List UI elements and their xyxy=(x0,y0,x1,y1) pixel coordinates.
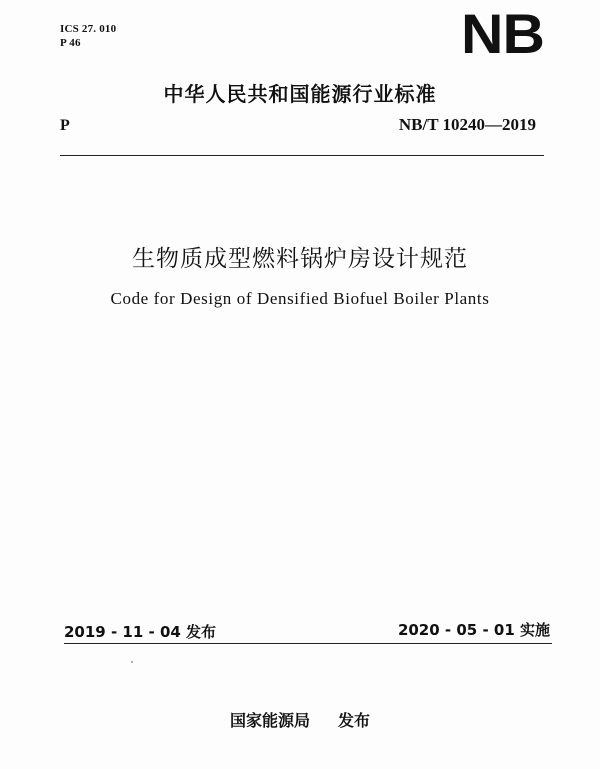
title-chinese: 生物质成型燃料锅炉房设计规范 xyxy=(132,246,468,272)
bottom-divider xyxy=(64,643,552,644)
publisher-name: 国家能源局 xyxy=(229,711,310,730)
standard-number: NB/T 10240—2019 xyxy=(398,115,536,134)
ics-code: ICS 27. 010 xyxy=(60,23,117,35)
publisher-line xyxy=(0,708,600,731)
issuing-industry-heading: 中华人民共和国能源行业标准 xyxy=(163,82,437,106)
top-divider xyxy=(60,155,544,156)
implementation-date: 2020 - 05 - 01 实施 xyxy=(397,621,550,639)
ccs-code: P 46 xyxy=(60,37,81,49)
nb-logo: NB xyxy=(461,2,544,65)
classification-letter: P xyxy=(60,117,70,134)
scan-speck xyxy=(131,661,133,663)
classification-codes xyxy=(60,22,116,50)
publisher-action: 发布 xyxy=(338,711,371,730)
title-english: Code for Design of Densified Biofuel Boiler Plants xyxy=(110,289,490,308)
issue-date: 2019 - 11 - 04 发布 xyxy=(64,623,217,641)
